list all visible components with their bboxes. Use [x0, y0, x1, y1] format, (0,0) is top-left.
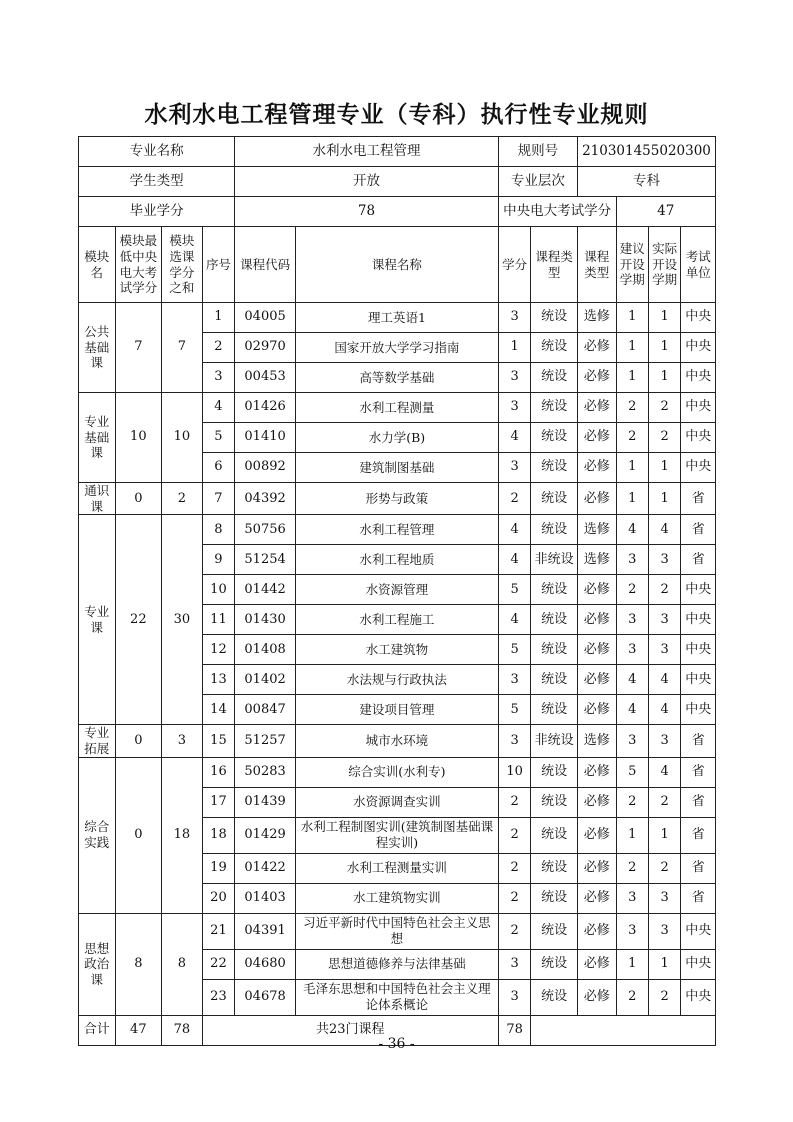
course-actual-term: 2 — [648, 787, 680, 817]
course-exam-unit: 省 — [681, 515, 716, 545]
course-suggest-term: 1 — [616, 483, 648, 515]
course-kind: 非统设 — [531, 545, 578, 575]
course-seq: 18 — [202, 817, 234, 853]
module-name: 通识课 — [79, 483, 116, 515]
course-actual-term: 3 — [648, 605, 680, 635]
credits-label: 毕业学分 — [79, 197, 235, 227]
course-type: 必修 — [577, 605, 616, 635]
course-exam-unit: 省 — [681, 725, 716, 757]
total-credit: 78 — [498, 1015, 530, 1045]
table-row — [79, 913, 716, 949]
course-seq: 20 — [202, 883, 234, 913]
course-exam-unit: 中央 — [681, 913, 716, 949]
course-suggest-term: 3 — [616, 913, 648, 949]
course-credit: 3 — [498, 949, 530, 979]
course-actual-term: 1 — [648, 453, 680, 483]
module-name: 专业拓展 — [79, 725, 116, 757]
course-credit: 2 — [498, 787, 530, 817]
table-row — [79, 757, 716, 787]
course-code: 01442 — [235, 575, 296, 605]
module-elective-sum: 7 — [162, 303, 203, 393]
col-name: 课程名称 — [296, 227, 499, 303]
course-kind: 统设 — [531, 787, 578, 817]
course-type: 必修 — [577, 787, 616, 817]
course-suggest-term: 1 — [616, 817, 648, 853]
col-course-kind: 课程类型 — [531, 227, 578, 303]
course-exam-unit: 省 — [681, 483, 716, 515]
course-suggest-term: 3 — [616, 635, 648, 665]
course-actual-term: 2 — [648, 853, 680, 883]
course-seq: 23 — [202, 979, 234, 1015]
course-code: 50283 — [235, 757, 296, 787]
module-elective-sum: 3 — [162, 725, 203, 757]
course-credit: 5 — [498, 695, 530, 725]
course-seq: 19 — [202, 853, 234, 883]
course-name: 综合实训(水利专) — [296, 757, 499, 787]
course-name: 形势与政策 — [296, 483, 499, 515]
course-seq: 11 — [202, 605, 234, 635]
major-label: 专业名称 — [79, 137, 235, 167]
course-credit: 3 — [498, 303, 530, 333]
course-exam-unit: 中央 — [681, 575, 716, 605]
course-name: 水利工程测量 — [296, 393, 499, 423]
course-kind: 统设 — [531, 817, 578, 853]
course-credit: 4 — [498, 423, 530, 453]
course-name: 理工英语1 — [296, 303, 499, 333]
course-seq: 5 — [202, 423, 234, 453]
course-suggest-term: 2 — [616, 787, 648, 817]
course-credit: 5 — [498, 575, 530, 605]
student-type-label: 学生类型 — [79, 167, 235, 197]
col-actual-term: 实际开设学期 — [648, 227, 680, 303]
course-suggest-term: 1 — [616, 949, 648, 979]
course-code: 01430 — [235, 605, 296, 635]
course-kind: 统设 — [531, 515, 578, 545]
course-name: 水资源管理 — [296, 575, 499, 605]
col-module: 模块名 — [79, 227, 116, 303]
course-actual-term: 1 — [648, 817, 680, 853]
course-type: 必修 — [577, 453, 616, 483]
student-type-value: 开放 — [235, 167, 499, 197]
course-code: 01410 — [235, 423, 296, 453]
course-seq: 15 — [202, 725, 234, 757]
course-credit: 2 — [498, 913, 530, 949]
info-row-type — [79, 167, 716, 197]
table-row — [79, 393, 716, 423]
course-code: 51257 — [235, 725, 296, 757]
course-kind: 统设 — [531, 575, 578, 605]
course-suggest-term: 5 — [616, 757, 648, 787]
course-code: 04392 — [235, 483, 296, 515]
course-kind: 统设 — [531, 635, 578, 665]
course-name: 高等数学基础 — [296, 363, 499, 393]
course-seq: 21 — [202, 913, 234, 949]
course-kind: 统设 — [531, 605, 578, 635]
course-kind: 非统设 — [531, 725, 578, 757]
page-number: - 36 - — [378, 1036, 415, 1052]
course-suggest-term: 4 — [616, 515, 648, 545]
course-code: 04678 — [235, 979, 296, 1015]
module-min-central: 7 — [115, 303, 162, 393]
course-exam-unit: 中央 — [681, 695, 716, 725]
course-actual-term: 2 — [648, 979, 680, 1015]
course-actual-term: 1 — [648, 483, 680, 515]
module-elective-sum: 18 — [162, 757, 203, 913]
course-name: 水利工程施工 — [296, 605, 499, 635]
total-elective-sum: 78 — [162, 1015, 203, 1045]
course-suggest-term: 1 — [616, 333, 648, 363]
course-exam-unit: 中央 — [681, 979, 716, 1015]
module-elective-sum: 8 — [162, 913, 203, 1015]
course-exam-unit: 省 — [681, 545, 716, 575]
course-suggest-term: 3 — [616, 545, 648, 575]
course-credit: 1 — [498, 333, 530, 363]
course-seq: 4 — [202, 393, 234, 423]
course-name: 习近平新时代中国特色社会主义思想 — [296, 913, 499, 949]
course-exam-unit: 省 — [681, 787, 716, 817]
course-name: 水工建筑物 — [296, 635, 499, 665]
col-exam-unit: 考试单位 — [681, 227, 716, 303]
course-type: 必修 — [577, 913, 616, 949]
table-row — [79, 303, 716, 333]
module-min-central: 10 — [115, 393, 162, 483]
course-seq: 22 — [202, 949, 234, 979]
course-actual-term: 2 — [648, 393, 680, 423]
rule-no-label: 规则号 — [498, 137, 577, 167]
course-code: 04391 — [235, 913, 296, 949]
col-min-central: 模块最低中央电大考试学分 — [115, 227, 162, 303]
course-type: 必修 — [577, 949, 616, 979]
course-credit: 3 — [498, 393, 530, 423]
module-min-central: 0 — [115, 483, 162, 515]
course-exam-unit: 省 — [681, 853, 716, 883]
col-suggest-term: 建议开设学期 — [616, 227, 648, 303]
course-kind: 统设 — [531, 853, 578, 883]
course-seq: 3 — [202, 363, 234, 393]
course-actual-term: 4 — [648, 757, 680, 787]
module-name: 思想政治课 — [79, 913, 116, 1015]
course-kind: 统设 — [531, 949, 578, 979]
course-actual-term: 3 — [648, 635, 680, 665]
course-seq: 7 — [202, 483, 234, 515]
column-header-row — [79, 227, 716, 303]
course-type: 必修 — [577, 817, 616, 853]
course-credit: 2 — [498, 883, 530, 913]
course-kind: 统设 — [531, 423, 578, 453]
course-kind: 统设 — [531, 695, 578, 725]
level-label: 专业层次 — [498, 167, 577, 197]
course-exam-unit: 中央 — [681, 635, 716, 665]
course-seq: 12 — [202, 635, 234, 665]
course-actual-term: 4 — [648, 665, 680, 695]
course-actual-term: 3 — [648, 545, 680, 575]
course-exam-unit: 中央 — [681, 423, 716, 453]
col-course-type: 课程类型 — [577, 227, 616, 303]
central-credits-value: 47 — [616, 197, 716, 227]
course-kind: 统设 — [531, 979, 578, 1015]
course-type: 必修 — [577, 979, 616, 1015]
course-seq: 6 — [202, 453, 234, 483]
course-seq: 13 — [202, 665, 234, 695]
col-credit: 学分 — [498, 227, 530, 303]
course-kind: 统设 — [531, 363, 578, 393]
module-name: 综合实践 — [79, 757, 116, 913]
course-name: 思想道德修养与法律基础 — [296, 949, 499, 979]
course-actual-term: 3 — [648, 725, 680, 757]
course-actual-term: 2 — [648, 575, 680, 605]
col-code: 课程代码 — [235, 227, 296, 303]
course-exam-unit: 省 — [681, 883, 716, 913]
course-type: 必修 — [577, 333, 616, 363]
total-course-count: 共23门课程 — [202, 1015, 498, 1045]
course-suggest-term: 2 — [616, 853, 648, 883]
course-suggest-term: 4 — [616, 695, 648, 725]
module-name: 专业基础课 — [79, 393, 116, 483]
col-elective-sum: 模块选课学分之和 — [162, 227, 203, 303]
course-name: 建筑制图基础 — [296, 453, 499, 483]
course-code: 01402 — [235, 665, 296, 695]
course-exam-unit: 中央 — [681, 605, 716, 635]
course-seq: 2 — [202, 333, 234, 363]
course-suggest-term: 3 — [616, 883, 648, 913]
course-actual-term: 3 — [648, 883, 680, 913]
table-row — [79, 515, 716, 545]
course-code: 00453 — [235, 363, 296, 393]
course-suggest-term: 1 — [616, 453, 648, 483]
course-actual-term: 1 — [648, 949, 680, 979]
course-actual-term: 4 — [648, 695, 680, 725]
course-kind: 统设 — [531, 453, 578, 483]
course-code: 01429 — [235, 817, 296, 853]
module-min-central: 0 — [115, 725, 162, 757]
module-min-central: 8 — [115, 913, 162, 1015]
document-title: 水利水电工程管理专业（专科）执行性专业规则 — [144, 101, 649, 128]
course-code: 04005 — [235, 303, 296, 333]
course-exam-unit: 中央 — [681, 393, 716, 423]
course-suggest-term: 2 — [616, 575, 648, 605]
course-seq: 14 — [202, 695, 234, 725]
course-exam-unit: 中央 — [681, 453, 716, 483]
course-credit: 3 — [498, 665, 530, 695]
course-credit: 5 — [498, 635, 530, 665]
course-suggest-term: 1 — [616, 363, 648, 393]
course-type: 必修 — [577, 423, 616, 453]
course-exam-unit: 中央 — [681, 333, 716, 363]
course-code: 00892 — [235, 453, 296, 483]
course-code: 04680 — [235, 949, 296, 979]
course-kind: 统设 — [531, 393, 578, 423]
course-seq: 8 — [202, 515, 234, 545]
course-credit: 3 — [498, 453, 530, 483]
course-name: 水利工程地质 — [296, 545, 499, 575]
course-actual-term: 1 — [648, 303, 680, 333]
course-kind: 统设 — [531, 757, 578, 787]
course-code: 01403 — [235, 883, 296, 913]
module-min-central: 0 — [115, 757, 162, 913]
course-kind: 统设 — [531, 665, 578, 695]
course-code: 00847 — [235, 695, 296, 725]
course-suggest-term: 4 — [616, 665, 648, 695]
course-name: 水利工程管理 — [296, 515, 499, 545]
level-value: 专科 — [577, 167, 715, 197]
course-code: 01408 — [235, 635, 296, 665]
course-actual-term: 4 — [648, 515, 680, 545]
info-row-major — [79, 137, 716, 167]
course-seq: 9 — [202, 545, 234, 575]
course-actual-term: 2 — [648, 423, 680, 453]
module-elective-sum: 10 — [162, 393, 203, 483]
course-type: 选修 — [577, 545, 616, 575]
course-credit: 2 — [498, 817, 530, 853]
course-name: 水利工程制图实训(建筑制图基础课程实训) — [296, 817, 499, 853]
course-type: 选修 — [577, 725, 616, 757]
major-value: 水利水电工程管理 — [235, 137, 499, 167]
course-type: 必修 — [577, 363, 616, 393]
course-code: 01426 — [235, 393, 296, 423]
course-code: 50756 — [235, 515, 296, 545]
course-type: 必修 — [577, 575, 616, 605]
course-suggest-term: 2 — [616, 393, 648, 423]
central-credits-label: 中央电大考试学分 — [498, 197, 616, 227]
course-exam-unit: 省 — [681, 757, 716, 787]
table-row — [79, 483, 716, 515]
info-row-credits — [79, 197, 716, 227]
course-type: 必修 — [577, 883, 616, 913]
course-seq: 16 — [202, 757, 234, 787]
course-credit: 3 — [498, 363, 530, 393]
col-seq: 序号 — [202, 227, 234, 303]
rules-table — [78, 136, 716, 1046]
course-name: 水工建筑物实训 — [296, 883, 499, 913]
course-name: 建设项目管理 — [296, 695, 499, 725]
module-elective-sum: 2 — [162, 483, 203, 515]
module-name: 公共基础课 — [79, 303, 116, 393]
course-suggest-term: 3 — [616, 725, 648, 757]
course-exam-unit: 中央 — [681, 949, 716, 979]
course-actual-term: 3 — [648, 913, 680, 949]
course-exam-unit: 中央 — [681, 363, 716, 393]
course-suggest-term: 1 — [616, 303, 648, 333]
course-type: 必修 — [577, 635, 616, 665]
course-name: 毛泽东思想和中国特色社会主义理论体系概论 — [296, 979, 499, 1015]
module-name: 专业课 — [79, 515, 116, 725]
course-actual-term: 1 — [648, 333, 680, 363]
course-type: 必修 — [577, 665, 616, 695]
course-type: 必修 — [577, 483, 616, 515]
total-label: 合计 — [79, 1015, 116, 1045]
course-credit: 2 — [498, 483, 530, 515]
course-suggest-term: 2 — [616, 423, 648, 453]
course-credit: 3 — [498, 979, 530, 1015]
course-name: 水力学(B) — [296, 423, 499, 453]
course-kind: 统设 — [531, 333, 578, 363]
course-code: 01422 — [235, 853, 296, 883]
course-seq: 1 — [202, 303, 234, 333]
course-kind: 统设 — [531, 303, 578, 333]
total-min-central: 47 — [115, 1015, 162, 1045]
course-type: 必修 — [577, 695, 616, 725]
course-suggest-term: 3 — [616, 605, 648, 635]
course-exam-unit: 中央 — [681, 665, 716, 695]
table-row — [79, 725, 716, 757]
course-credit: 2 — [498, 853, 530, 883]
course-code: 01439 — [235, 787, 296, 817]
course-credit: 3 — [498, 725, 530, 757]
course-suggest-term: 2 — [616, 979, 648, 1015]
course-credit: 4 — [498, 515, 530, 545]
course-exam-unit: 省 — [681, 817, 716, 853]
course-exam-unit: 中央 — [681, 303, 716, 333]
course-name: 国家开放大学学习指南 — [296, 333, 499, 363]
rule-no-value: 210301455020300 — [577, 137, 715, 167]
module-min-central: 22 — [115, 515, 162, 725]
course-name: 水资源调查实训 — [296, 787, 499, 817]
course-seq: 17 — [202, 787, 234, 817]
credits-value: 78 — [235, 197, 499, 227]
course-code: 02970 — [235, 333, 296, 363]
course-name: 水利工程测量实训 — [296, 853, 499, 883]
course-type: 必修 — [577, 393, 616, 423]
module-elective-sum: 30 — [162, 515, 203, 725]
course-credit: 4 — [498, 545, 530, 575]
course-kind: 统设 — [531, 883, 578, 913]
course-type: 必修 — [577, 757, 616, 787]
course-credit: 4 — [498, 605, 530, 635]
course-actual-term: 1 — [648, 363, 680, 393]
course-name: 城市水环境 — [296, 725, 499, 757]
course-type: 选修 — [577, 303, 616, 333]
course-seq: 10 — [202, 575, 234, 605]
course-code: 51254 — [235, 545, 296, 575]
course-name: 水法规与行政执法 — [296, 665, 499, 695]
course-type: 选修 — [577, 515, 616, 545]
course-kind: 统设 — [531, 913, 578, 949]
course-credit: 10 — [498, 757, 530, 787]
course-type: 必修 — [577, 853, 616, 883]
course-kind: 统设 — [531, 483, 578, 515]
